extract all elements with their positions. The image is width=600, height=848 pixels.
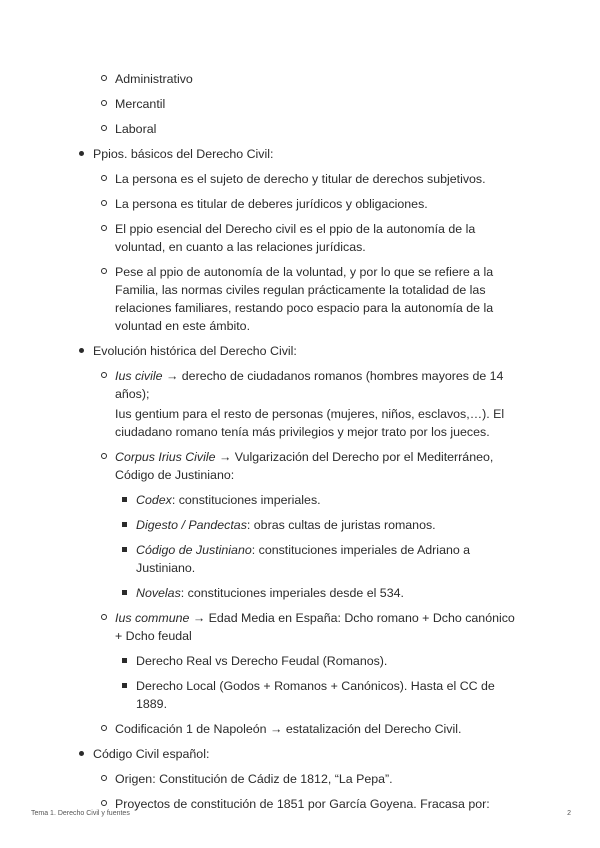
list-item-corpus-irius-civile: Corpus Irius Civile → Vulgarización del Derecho por el Mediterráneo, Código de Justiniano: — [0, 448, 525, 484]
hollow-bullet-icon — [101, 725, 107, 731]
term-codex: Codex — [136, 493, 172, 507]
hollow-bullet-icon — [101, 800, 107, 806]
hollow-bullet-icon — [101, 200, 107, 206]
list-item-digesto: Digesto / Pandectas: obras cultas de juristas romanos. — [0, 516, 526, 534]
hollow-bullet-icon — [101, 268, 107, 274]
list-item-ppio-2: La persona es titular de deberes jurídicos y obligaciones. — [0, 195, 525, 213]
list-item-ius-commune: Ius commune → Edad Media en España: Dcho romano + Dcho canónico + Dcho feudal — [0, 609, 525, 645]
hollow-bullet-icon — [101, 100, 107, 106]
list-item-codigo-civil-espanol: Código Civil español: — [0, 745, 530, 763]
list-item-codificacion: Codificación 1 de Napoleón → estatalización del Derecho Civil. — [0, 720, 525, 738]
term-novelas: Novelas — [136, 586, 181, 600]
hollow-bullet-icon — [101, 225, 107, 231]
hollow-bullet-icon — [101, 175, 107, 181]
list-item-ppio-1: La persona es el sujeto de derecho y titular de derechos subjetivos. — [0, 170, 525, 188]
list-item-derecho-real: Derecho Real vs Derecho Feudal (Romanos). — [0, 652, 526, 670]
list-item-evolucion-historica: Evolución histórica del Derecho Civil: — [0, 342, 530, 360]
list-item-ppios-basicos: Ppios. básicos del Derecho Civil: — [0, 145, 530, 163]
list-item-ius-civile: Ius civile → derecho de ciudadanos romanos (hombres mayores de 14 años); — [0, 367, 525, 403]
list-item-codigo-justiniano: Código de Justiniano: constituciones imperiales de Adriano a Justiniano. — [0, 541, 526, 577]
list-item-administrativo: Administrativo — [0, 70, 525, 88]
list-item-ppio-4: Pese al ppio de autonomía de la voluntad, y por lo que se refiere a la Familia, las normas civiles regulan prácticamente la totalidad de las relaciones familiares, restando poco espacio para la autonomía de la voluntad en este ámbito. — [0, 263, 525, 335]
square-bullet-icon — [122, 658, 127, 663]
square-bullet-icon — [122, 683, 127, 688]
term-corpus-irius-civile: Corpus Irius Civile — [115, 450, 216, 464]
page-number: 2 — [567, 810, 571, 817]
list-item-laboral: Laboral — [0, 120, 525, 138]
hollow-bullet-icon — [101, 453, 107, 459]
square-bullet-icon — [122, 547, 127, 552]
filled-bullet-icon — [79, 751, 84, 756]
filled-bullet-icon — [79, 151, 84, 156]
square-bullet-icon — [122, 497, 127, 502]
hollow-bullet-icon — [101, 614, 107, 620]
list-item-novelas: Novelas: constituciones imperiales desde el 534. — [0, 584, 526, 602]
list-item-codex: Codex: constituciones imperiales. — [0, 491, 526, 509]
term-digesto: Digesto / Pandectas — [136, 518, 247, 532]
square-bullet-icon — [122, 522, 127, 527]
document-body — [0, 70, 600, 820]
term-codigo-justiniano: Código de Justiniano — [136, 543, 252, 557]
list-item-origen: Origen: Constitución de Cádiz de 1812, “La Pepa”. — [0, 770, 525, 788]
hollow-bullet-icon — [101, 775, 107, 781]
hollow-bullet-icon — [101, 125, 107, 131]
term-ius-civile: Ius civile — [115, 369, 163, 383]
list-item-mercantil: Mercantil — [0, 95, 525, 113]
term-ius-commune: Ius commune — [115, 611, 190, 625]
list-item-derecho-local: Derecho Local (Godos + Romanos + Canónicos). Hasta el CC de 1889. — [0, 677, 526, 713]
page-footer — [31, 810, 571, 817]
list-item-proyectos: Proyectos de constitución de 1851 por García Goyena. Fracasa por: — [0, 795, 525, 813]
hollow-bullet-icon — [101, 372, 107, 378]
footer-title: Tema 1. Derecho Civil y fuentes — [31, 810, 130, 817]
paragraph-ius-gentium: Ius gentium para el resto de personas (mujeres, niños, esclavos,…). El ciudadano romano tenía más privilegios y mejor trato por los jueces. — [115, 407, 505, 439]
hollow-bullet-icon — [101, 75, 107, 81]
filled-bullet-icon — [79, 348, 84, 353]
list-item-ppio-3: El ppio esencial del Derecho civil es el ppio de la autonomía de la voluntad, en cuanto a las relaciones jurídicas. — [0, 220, 525, 256]
square-bullet-icon — [122, 590, 127, 595]
